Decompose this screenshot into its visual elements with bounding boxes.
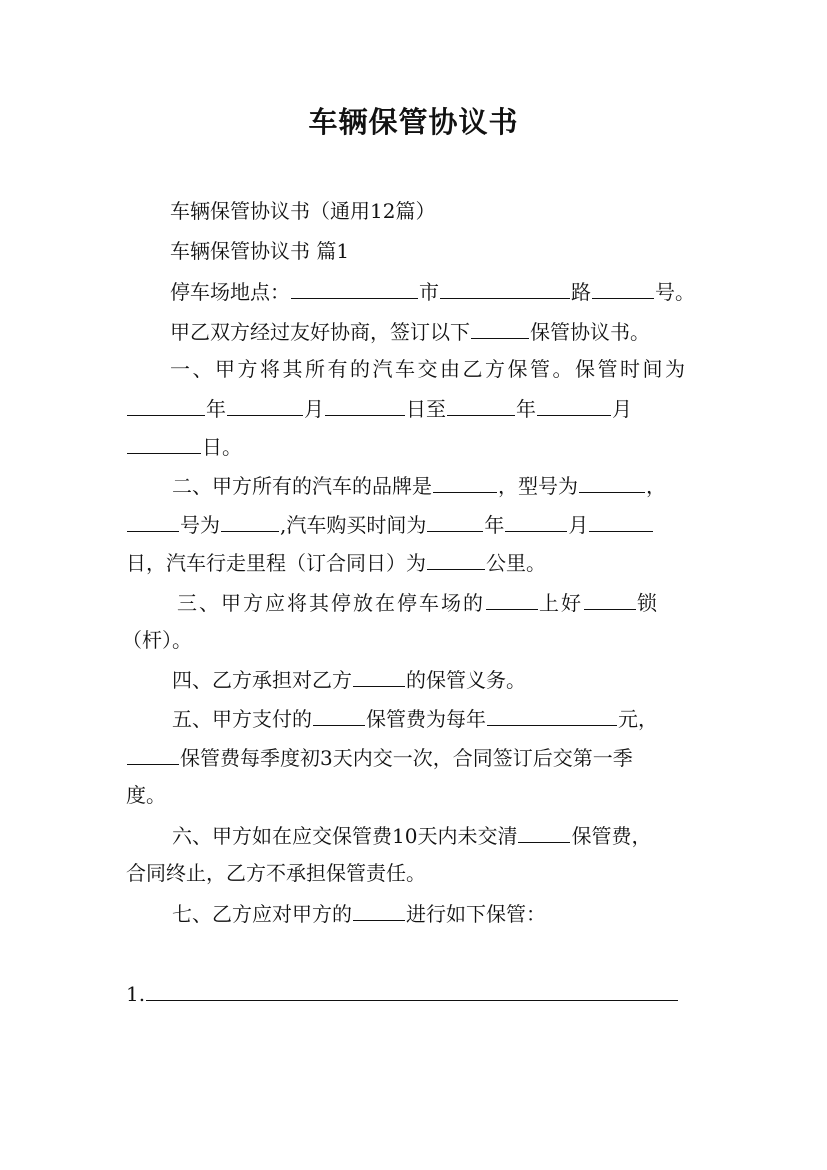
clause-5-text: 五、甲方支付的 [172,707,312,731]
clause-6-line-1 [172,822,651,849]
annual-fee-label: 保管费为每年 [366,707,486,731]
clause-5-line-2 [126,744,633,771]
item-1-blank [146,980,678,1001]
start-year-blank [127,395,205,416]
purchase-label: ,汽车购买时间为 [280,513,427,537]
clause-1-text: 一、甲方将其所有的汽车交由乙方保管。保管时间为 [170,357,688,381]
year-label-2: 年 [516,397,536,421]
agreement-blank [471,318,529,339]
clause-5-line-3: 度。 [126,783,166,807]
clause-2-line-3 [126,549,546,576]
quarterly-fee-text: 保管费每季度初3天内交一次，合同签订后交第一季 [180,746,633,770]
number-label: 号。 [655,280,695,304]
clause-5-line-1 [172,705,658,732]
obligation-blank [353,666,405,687]
day-to-label: 日至 [406,397,446,421]
clause-3-text: 三、甲方应将其停放在停车场的 [177,591,485,615]
clause-3-line-1 [177,589,659,616]
clause-2-line-1 [172,472,666,499]
road-label: 路 [571,280,591,304]
document-subtitle: 车辆保管协议书（通用12篇） [170,199,436,223]
purchase-year-label: 年 [484,513,505,537]
month-label-2: 月 [612,397,632,421]
purchase-month-label: 月 [568,513,589,537]
clause-6-line-2: 合同终止，乙方不承担保管责任。 [126,861,426,885]
number-label-2: 号为 [180,513,220,537]
clause-7-line [172,900,546,927]
model-blank [579,472,645,493]
clause-3-line-2: （杆）。 [122,628,192,652]
parking-spot-blank [486,589,538,610]
agreement-intro-line [170,318,650,345]
parking-location-line [170,278,695,305]
parking-location-label: 停车场地点： [170,280,290,304]
clause-4-end: 的保管义务。 [406,668,526,692]
clause-1-dates [126,395,632,422]
city-label: 市 [419,280,439,304]
custody-object-blank [353,900,405,921]
document-title: 车辆保管协议书 [308,105,519,139]
lock-text: 上好 [539,591,583,615]
intro-text-end: 保管协议书。 [530,320,650,344]
purchase-month-blank [505,511,567,532]
city-blank [291,278,418,299]
month-label: 月 [304,397,324,421]
number-blank-2 [221,511,279,532]
brand-blank [433,472,497,493]
quarterly-fee-blank [127,744,179,765]
item-1-line [126,980,679,1007]
mileage-label: 日，汽车行走里程（订合同日）为 [126,551,426,575]
comma: ， [646,474,666,498]
end-day-blank [127,433,201,454]
yuan-label: 元， [618,707,658,731]
start-month-blank [227,395,303,416]
km-label: 公里。 [486,551,546,575]
clause-7-text: 七、乙方应对甲方的 [172,902,352,926]
clause-2-line-2 [126,511,654,538]
fee-type-blank [313,705,365,726]
lock-label: 锁 [637,591,659,615]
intro-text: 甲乙双方经过友好协商，签订以下 [170,320,470,344]
end-month-blank [537,395,611,416]
unpaid-fee-blank [518,822,570,843]
number-blank [592,278,654,299]
purchase-day-blank [589,511,653,532]
clause-1-end [126,433,242,460]
purchase-year-blank [427,511,483,532]
section-heading: 车辆保管协议书 篇1 [170,239,350,263]
clause-4-line [172,666,526,693]
clause-4-text: 四、乙方承担对乙方 [172,668,352,692]
lock-blank [584,589,636,610]
model-label: ，型号为 [498,474,578,498]
road-blank [440,278,570,299]
annual-fee-blank [487,705,617,726]
plate-blank [127,511,179,532]
mileage-blank [427,549,485,570]
day-end-label: 日。 [202,435,242,459]
clause-7-end: 进行如下保管： [406,902,546,926]
clause-6-fee-label: 保管费， [571,824,652,848]
clause-6-text: 六、甲方如在应交保管费10天内未交清 [172,824,518,848]
start-day-blank [325,395,405,416]
item-1-label: 1. [126,982,146,1006]
year-label: 年 [206,397,226,421]
end-year-blank [447,395,515,416]
clause-2-text: 二、甲方所有的汽车的品牌是 [172,474,432,498]
